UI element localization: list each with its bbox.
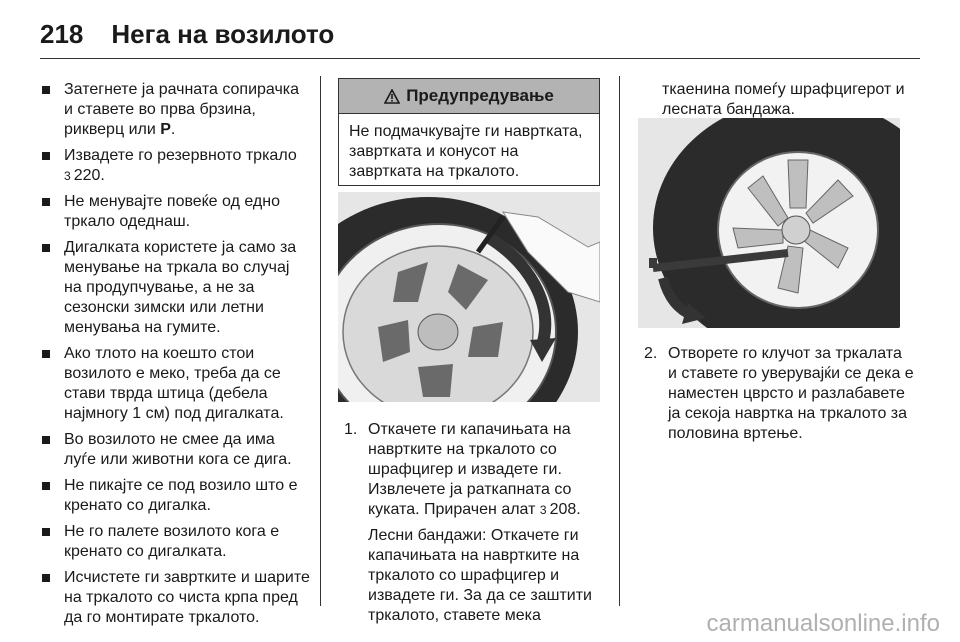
- step-1: [344, 420, 606, 626]
- page-title: Нега на возилото: [111, 18, 335, 49]
- column-divider-2: [619, 76, 620, 606]
- list-item: 1. Откачете ги капачињата на навртките на тркалото со шрафцигер и извадете ги. Извлечете ја раткапната со куката. Прирачен алат 3 208. Лесни бандажи: Откачете ги капачињата на навртките на тркалото со шрафцигер и извадете ги. За да се заштити тркалото, ставете мека: [344, 420, 606, 626]
- bullet-square-icon: [42, 244, 50, 252]
- bullet-square-icon: [42, 436, 50, 444]
- list-item: Не пикајте се под возило што е кренато со дигалка.: [40, 476, 310, 516]
- bullet-square-icon: [42, 198, 50, 206]
- list-item: Не менувајте повеќе од едно тркало одеднаш.: [40, 192, 310, 232]
- bullet-square-icon: [42, 86, 50, 94]
- step-number: 2.: [644, 345, 658, 362]
- watermark: carmanualsonline.info: [706, 610, 940, 637]
- warning-title: Предупредување: [406, 86, 554, 105]
- list-item: Дигалката користете ја само за менување на тркала во случај на продупчување, а не за сезонски зимски или летни менувања на гумите.: [40, 238, 310, 338]
- step-number: 1.: [344, 421, 358, 438]
- wheel-hubcap-drawing: [338, 192, 600, 402]
- wheel-wrench-illustration: [638, 118, 900, 328]
- list-item: Не го палете возилото кога е кренато со дигалката.: [40, 522, 310, 562]
- left-column: [40, 80, 310, 634]
- warning-text: Не подмачкувајте ги навртката, завртката и конусот на завртката на тркалото.: [349, 123, 583, 180]
- page-number: 218: [40, 18, 84, 49]
- list-item: Извадете го резервното тркало 3 220.: [40, 146, 310, 186]
- right-column-continuation: ткаенина помеѓу шрафцигерот и лесната бандажа.: [662, 81, 905, 118]
- column-divider-1: [320, 76, 321, 606]
- bullet-square-icon: [42, 528, 50, 536]
- reference-arrow-icon: 3: [64, 169, 71, 183]
- list-item: Исчистете ги завртките и шарите на тркалото со чиста крпа пред да го монтирате тркалото.: [40, 568, 310, 628]
- warning-triangle-icon: [384, 89, 400, 104]
- precaution-list: [40, 80, 310, 628]
- reference-arrow-icon: 3: [539, 503, 547, 517]
- page-reference[interactable]: 220.: [73, 167, 105, 184]
- list-item: 2. Отворете го клучот за тркалата и ставете го уверувајќи се дека е наместен цврсто и разлабавете ја секоја навртка на тркалото за половина вртење.: [644, 345, 914, 442]
- list-item: Ако тлото на коешто стои возилото е меко, треба да се стави тврда штица (дебела најмногу 1 см) под дигалката.: [40, 344, 310, 424]
- warning-header: [339, 79, 599, 114]
- warning-box: [338, 78, 600, 186]
- page-reference[interactable]: 208.: [549, 501, 581, 518]
- hubcap-removal-illustration: [338, 192, 600, 402]
- wheel-wrench-drawing: [638, 118, 900, 328]
- bullet-square-icon: [42, 482, 50, 490]
- page-header: [40, 12, 920, 56]
- bullet-square-icon: [42, 574, 50, 582]
- step-1-alloy-note: Лесни бандажи: Откачете ги капачињата на навртките на тркалото со шрафцигер и извадете ги. За да се заштити тркалото, ставете мека: [368, 527, 592, 624]
- bullet-square-icon: [42, 152, 50, 160]
- steps-list-2: [644, 344, 914, 444]
- list-item: Затегнете ја рачната сопирачка и ставете во прва брзина, рикверц или P.: [40, 80, 310, 140]
- step-2: [644, 344, 914, 444]
- steps-list-1: [344, 420, 606, 626]
- header-rule: [40, 58, 920, 59]
- bullet-square-icon: [42, 350, 50, 358]
- list-item: Во возилото не смее да има луѓе или животни кога се дига.: [40, 430, 310, 470]
